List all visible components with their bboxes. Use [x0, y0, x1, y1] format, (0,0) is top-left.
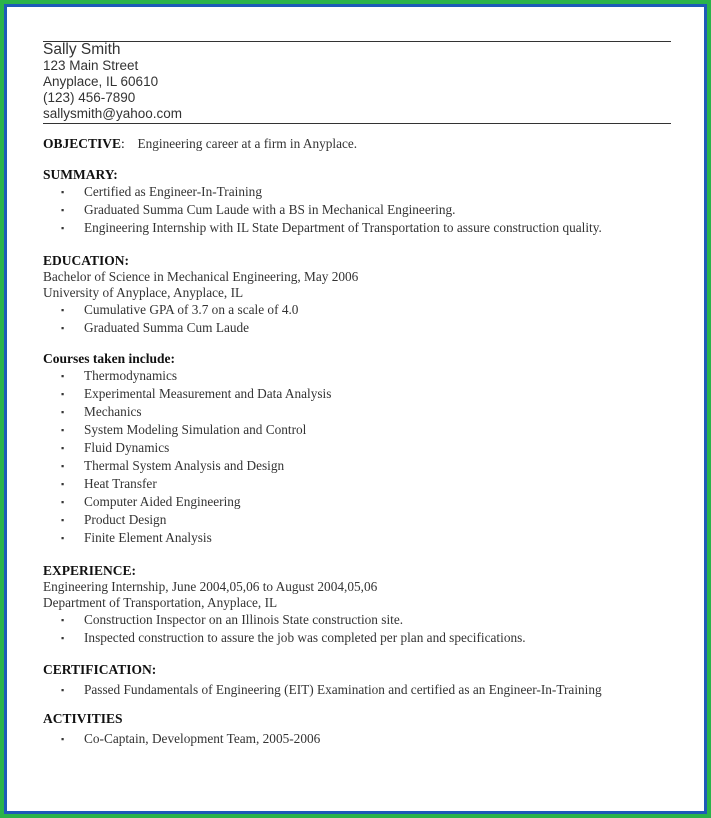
list-item: ▪ Fluid Dynamics	[43, 439, 331, 457]
list-item: ▪ Passed Fundamentals of Engineering (EIT) Examination and certified as an Engineer-In-Training	[43, 681, 602, 699]
experience-list	[43, 611, 526, 647]
list-item: ▪ Computer Aided Engineering	[43, 493, 331, 511]
list-item: ▪ Cumulative GPA of 3.7 on a scale of 4.0	[43, 301, 358, 319]
experience-title: EXPERIENCE:	[43, 563, 137, 578]
education-list	[43, 301, 358, 337]
objective-section	[43, 136, 357, 152]
employer-line: Department of Transportation, Anyplace, IL	[43, 595, 278, 610]
certification-title: CERTIFICATION:	[43, 662, 157, 677]
courses-title: Courses taken include:	[43, 351, 176, 366]
list-item: ▪ Heat Transfer	[43, 475, 331, 493]
certification-list	[43, 681, 602, 699]
list-item: ▪ Thermal System Analysis and Design	[43, 457, 331, 475]
list-item: ▪ Product Design	[43, 511, 331, 529]
list-item: ▪ Thermodynamics	[43, 367, 331, 385]
courses-section	[43, 351, 331, 547]
candidate-name: Sally Smith	[43, 41, 121, 58]
objective-separator: :	[121, 136, 125, 151]
list-item: ▪ Engineering Internship with IL State Department of Transportation to assure construction quality.	[43, 219, 602, 237]
summary-title: SUMMARY:	[43, 167, 118, 182]
activities-section	[43, 711, 320, 748]
inner-frame	[4, 4, 707, 814]
list-item: ▪ Graduated Summa Cum Laude	[43, 319, 358, 337]
education-section	[43, 253, 358, 337]
experience-section	[43, 563, 526, 647]
summary-list	[43, 183, 602, 237]
list-item: ▪ Construction Inspector on an Illinois State construction site.	[43, 611, 526, 629]
education-title: EDUCATION:	[43, 253, 130, 268]
street-address: 123 Main Street	[43, 58, 139, 73]
header-bottom-rule	[43, 123, 671, 124]
activities-list	[43, 730, 320, 748]
objective-text: Engineering career at a firm in Anyplace.	[137, 136, 358, 151]
objective-title: OBJECTIVE	[43, 136, 122, 151]
city-state-zip: Anyplace, IL 60610	[43, 74, 159, 89]
school-line: University of Anyplace, Anyplace, IL	[43, 285, 244, 300]
list-item: ▪ Inspected construction to assure the job was completed per plan and specifications.	[43, 629, 526, 647]
list-item: ▪ Co-Captain, Development Team, 2005-2006	[43, 730, 320, 748]
list-item: ▪ System Modeling Simulation and Control	[43, 421, 331, 439]
phone-number: (123) 456-7890	[43, 90, 136, 105]
degree-line: Bachelor of Science in Mechanical Engineering, May 2006	[43, 269, 359, 284]
list-item: ▪ Experimental Measurement and Data Analysis	[43, 385, 331, 403]
list-item: ▪ Certified as Engineer-In-Training	[43, 183, 602, 201]
position-line: Engineering Internship, June 2004,05,06 to August 2004,05,06	[43, 579, 378, 594]
activities-title: ACTIVITIES	[43, 711, 123, 726]
list-item: ▪ Finite Element Analysis	[43, 529, 331, 547]
summary-section	[43, 167, 602, 237]
email-address: sallysmith@yahoo.com	[43, 106, 183, 121]
list-item: ▪ Mechanics	[43, 403, 331, 421]
courses-list	[43, 367, 331, 547]
contact-header	[43, 41, 182, 122]
list-item: ▪ Graduated Summa Cum Laude with a BS in Mechanical Engineering.	[43, 201, 602, 219]
certification-section	[43, 662, 602, 699]
